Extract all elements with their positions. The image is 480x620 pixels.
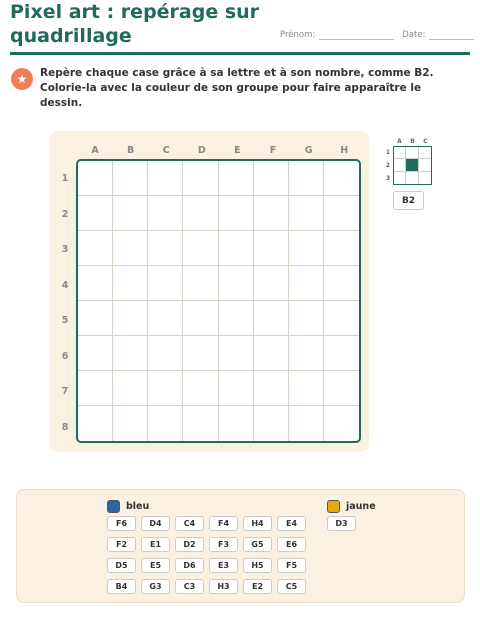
grid-cell-f2[interactable]	[254, 196, 289, 231]
cell-chip-h5: H5	[243, 558, 272, 573]
page-title: Pixel art : repérage sur quadrillage	[10, 1, 260, 47]
row-label-2: 2	[61, 208, 69, 220]
cell-chip-d4: D4	[141, 516, 170, 531]
header-rule	[10, 52, 470, 55]
group-name: jaune	[346, 501, 376, 512]
grid-cell-c7[interactable]	[148, 371, 183, 406]
cell-chip-f4: F4	[209, 516, 238, 531]
row-label-8: 8	[61, 421, 69, 433]
grid-cell-h6[interactable]	[324, 336, 359, 371]
example-row-1: 1	[385, 149, 391, 156]
grid-cell-c8[interactable]	[148, 406, 183, 441]
row-label-7: 7	[61, 386, 69, 397]
grid-cell-g2[interactable]	[289, 196, 324, 231]
example-cell-c3	[419, 172, 431, 184]
grid-cell-b3[interactable]	[113, 231, 148, 266]
grid-cell-h4[interactable]	[324, 266, 359, 301]
grid-cell-a2[interactable]	[78, 196, 113, 231]
grid-cell-f4[interactable]	[254, 266, 289, 301]
column-label-c: C	[162, 145, 170, 156]
column-label-g: G	[304, 145, 313, 156]
example-cell-a3	[394, 172, 406, 184]
grid-cell-b8[interactable]	[113, 406, 148, 441]
grid-cell-d3[interactable]	[183, 231, 218, 266]
grid-cell-d5[interactable]	[183, 301, 218, 336]
grid-cell-c1[interactable]	[148, 161, 183, 196]
cell-chip-c5: C5	[277, 579, 306, 594]
grid-cell-a1[interactable]	[78, 161, 113, 196]
grid-cell-d2[interactable]	[183, 196, 218, 231]
example-cell-c2	[419, 159, 431, 171]
grid-cell-c2[interactable]	[148, 196, 183, 231]
cell-chip-f2: F2	[107, 537, 136, 552]
grid-cell-g5[interactable]	[289, 301, 324, 336]
grid-cell-g7[interactable]	[289, 371, 324, 406]
example-cell-a2	[394, 159, 406, 171]
example-cell-c1	[419, 147, 431, 159]
example-column-a: A	[397, 138, 402, 145]
example-label: B2	[393, 191, 424, 210]
prenom-line	[319, 30, 394, 40]
row-label-4: 4	[61, 279, 69, 291]
column-label-f: F	[269, 145, 277, 156]
grid-cell-e1[interactable]	[219, 161, 254, 196]
row-label-1: 1	[61, 173, 69, 184]
grid-cell-b2[interactable]	[113, 196, 148, 231]
grid-cell-b6[interactable]	[113, 336, 148, 371]
star-icon: ★	[11, 68, 33, 90]
grid-cell-b4[interactable]	[113, 266, 148, 301]
grid-cell-c3[interactable]	[148, 231, 183, 266]
grid-cell-b1[interactable]	[113, 161, 148, 196]
grid-cell-d6[interactable]	[183, 336, 218, 371]
cell-chip-e5: E5	[141, 558, 170, 573]
grid-cell-e7[interactable]	[219, 371, 254, 406]
drawing-grid[interactable]	[76, 159, 361, 443]
grid-cell-h1[interactable]	[324, 161, 359, 196]
cell-chip-c3: C3	[175, 579, 204, 594]
name-date-fields	[280, 30, 474, 40]
grid-cell-g8[interactable]	[289, 406, 324, 441]
grid-cell-d1[interactable]	[183, 161, 218, 196]
cell-chip-b4: B4	[107, 579, 136, 594]
cell-chip-c4: C4	[175, 516, 204, 531]
example-column-c: C	[423, 138, 428, 145]
group-bleu	[107, 500, 149, 513]
cell-chip-e1: E1	[141, 537, 170, 552]
grid-cell-h5[interactable]	[324, 301, 359, 336]
date-line	[429, 30, 474, 40]
cell-chip-e2: E2	[243, 579, 272, 594]
prenom-label: Prénom:	[280, 30, 316, 40]
column-label-e: E	[234, 145, 241, 156]
row-label-3: 3	[61, 244, 69, 255]
grid-cell-g4[interactable]	[289, 266, 324, 301]
column-label-a: A	[91, 145, 99, 156]
grid-cell-e2[interactable]	[219, 196, 254, 231]
grid-cell-d4[interactable]	[183, 266, 218, 301]
example-cell-b2	[406, 159, 418, 171]
grid-cell-f1[interactable]	[254, 161, 289, 196]
grid-cell-f8[interactable]	[254, 406, 289, 441]
color-palette	[16, 489, 465, 603]
date-label: Date:	[402, 30, 426, 40]
grid-cell-h8[interactable]	[324, 406, 359, 441]
grid-cell-c6[interactable]	[148, 336, 183, 371]
cell-chip-e3: E3	[209, 558, 238, 573]
column-label-d: D	[197, 145, 206, 156]
column-label-b: B	[126, 145, 135, 156]
cell-chip-d6: D6	[175, 558, 204, 573]
grid-cell-h2[interactable]	[324, 196, 359, 231]
grid-cell-d8[interactable]	[183, 406, 218, 441]
grid-cell-c5[interactable]	[148, 301, 183, 336]
grid-cell-d7[interactable]	[183, 371, 218, 406]
grid-cell-e8[interactable]	[219, 406, 254, 441]
grid-cell-h7[interactable]	[324, 371, 359, 406]
example-cell-a1	[394, 147, 406, 159]
cell-chip-g3: G3	[141, 579, 170, 594]
date-field[interactable]	[402, 30, 474, 40]
cell-chip-e4: E4	[277, 516, 306, 531]
grid-cell-g6[interactable]	[289, 336, 324, 371]
grid-cell-g3[interactable]	[289, 231, 324, 266]
grid-cell-b5[interactable]	[113, 301, 148, 336]
grid-cell-h3[interactable]	[324, 231, 359, 266]
cell-chip-d2: D2	[175, 537, 204, 552]
grid-cell-a8[interactable]	[78, 406, 113, 441]
group-jaune	[327, 500, 376, 513]
grid-cell-b7[interactable]	[113, 371, 148, 406]
grid-cell-a6[interactable]	[78, 336, 113, 371]
row-label-5: 5	[61, 315, 69, 326]
grid-cell-f6[interactable]	[254, 336, 289, 371]
cell-chip-d5: D5	[107, 558, 136, 573]
grid-cell-e5[interactable]	[219, 301, 254, 336]
cell-chip-f6: F6	[107, 516, 136, 531]
grid-cell-e6[interactable]	[219, 336, 254, 371]
row-label-6: 6	[61, 350, 69, 362]
grid-cell-c4[interactable]	[148, 266, 183, 301]
prenom-field[interactable]	[280, 30, 394, 40]
cell-chip-h3: H3	[209, 579, 238, 594]
example-grid	[393, 146, 432, 185]
swatch-bleu	[107, 500, 120, 513]
grid-cell-g1[interactable]	[289, 161, 324, 196]
cell-chip-h4: H4	[243, 516, 272, 531]
grid-cell-a4[interactable]	[78, 266, 113, 301]
cell-chip-f3: F3	[209, 537, 238, 552]
grid-cell-f3[interactable]	[254, 231, 289, 266]
grid-cell-f5[interactable]	[254, 301, 289, 336]
grid-cell-f7[interactable]	[254, 371, 289, 406]
grid-cell-a3[interactable]	[78, 231, 113, 266]
cell-chip-f5: F5	[277, 558, 306, 573]
cell-chip-g5: G5	[243, 537, 272, 552]
group-name: bleu	[126, 501, 150, 512]
example-cell-b1	[406, 147, 418, 159]
grid-cell-e3[interactable]	[219, 231, 254, 266]
grid-cell-e4[interactable]	[219, 266, 254, 301]
example-row-3: 3	[385, 175, 391, 182]
cell-chip-e6: E6	[277, 537, 306, 552]
swatch-jaune	[327, 500, 340, 513]
grid-cell-a7[interactable]	[78, 371, 113, 406]
grid-cell-a5[interactable]	[78, 301, 113, 336]
example-cell-b3	[406, 172, 418, 184]
cell-chip-d3: D3	[327, 516, 356, 531]
instruction-text: Repère chaque case grâce à sa lettre et à son nombre, comme B2. Colorie-la avec la couleur de son groupe pour faire apparaître le dessin.	[40, 67, 434, 109]
column-label-h: H	[340, 145, 349, 156]
example-row-2: 2	[385, 162, 391, 169]
example-column-b: B	[410, 138, 415, 145]
